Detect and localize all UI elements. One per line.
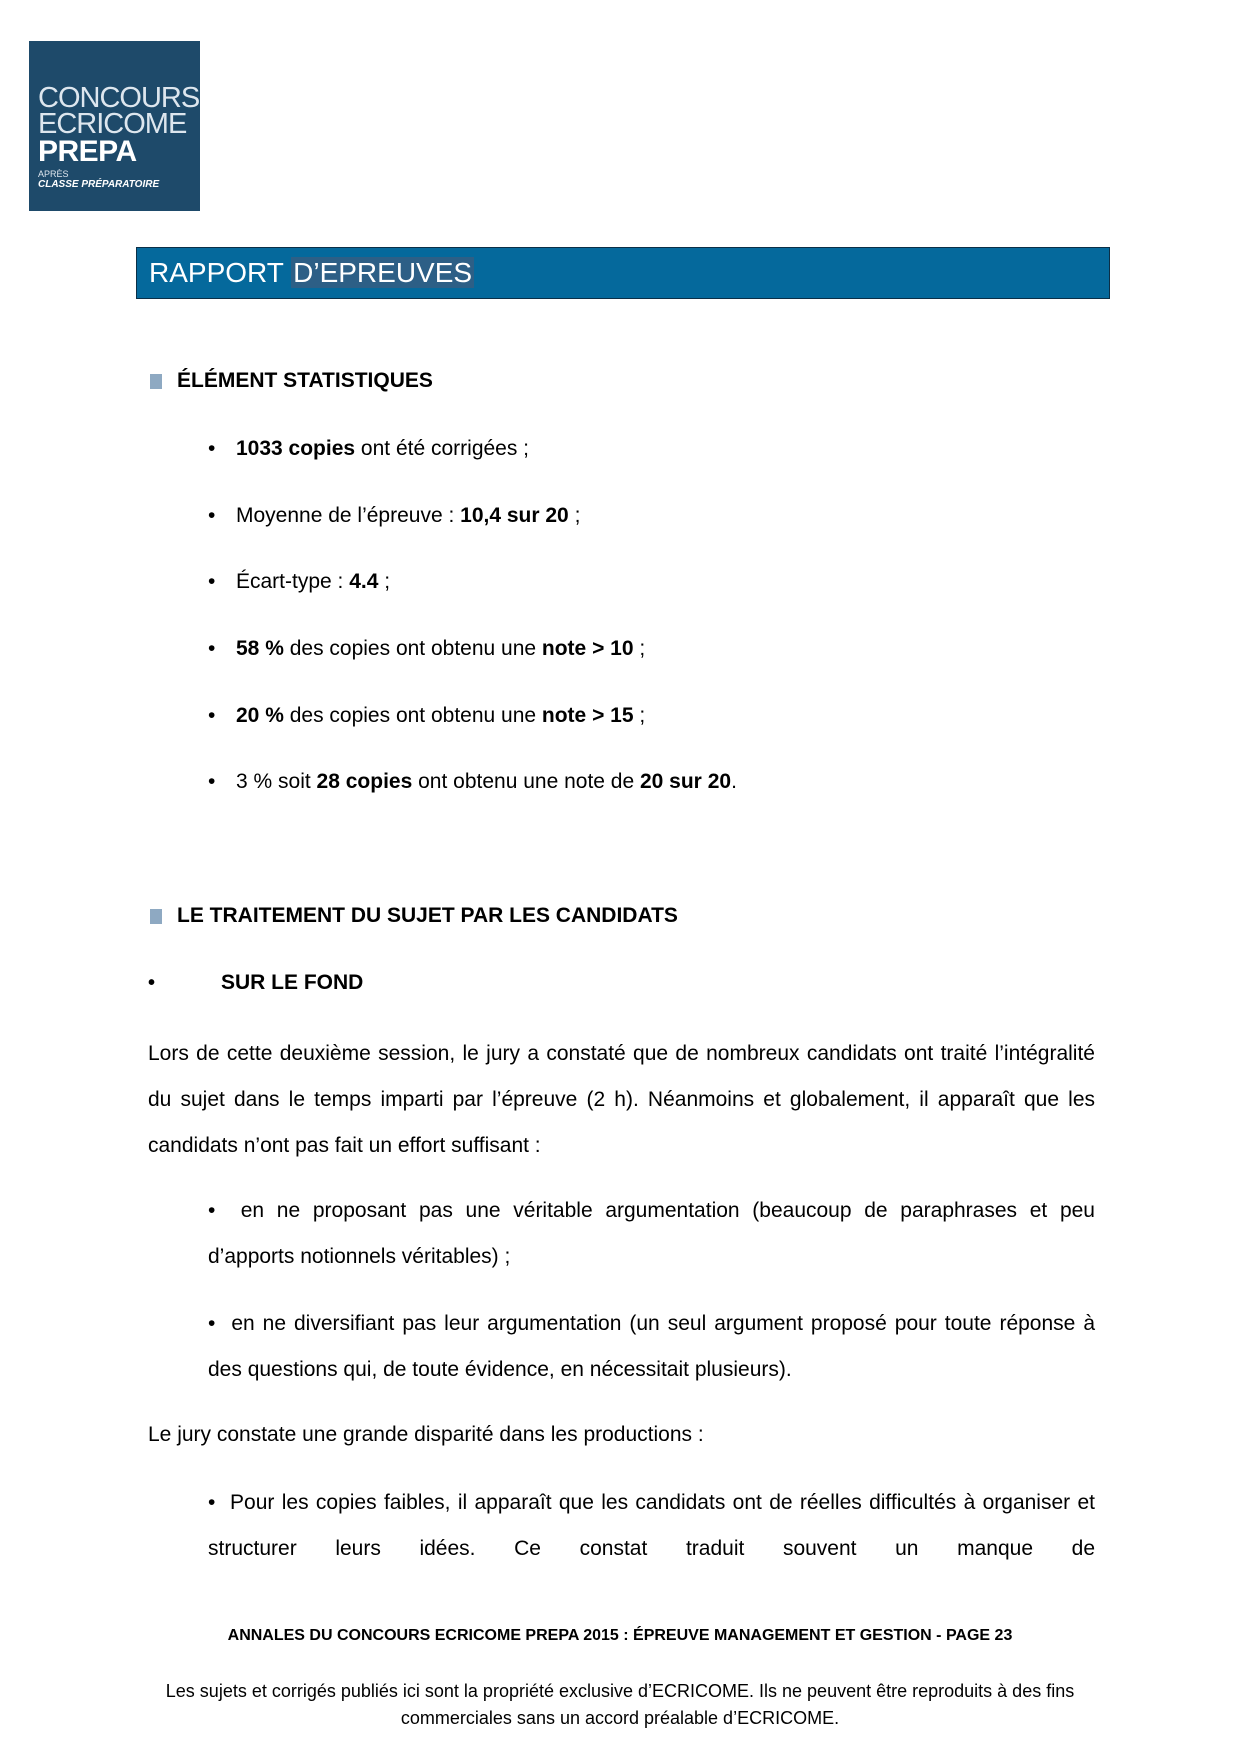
title-part-epreuves: D’EPREUVES bbox=[293, 257, 473, 288]
stat-value: note > 10 bbox=[541, 637, 634, 660]
section-square-icon bbox=[150, 909, 162, 924]
bullet-dot: • bbox=[208, 770, 216, 793]
sub-bullet-dot: • bbox=[148, 972, 156, 994]
logo-line-prepa: PREPA bbox=[38, 135, 137, 168]
stat-value: 10,4 sur 20 bbox=[460, 504, 569, 527]
stat-value: 20 % bbox=[236, 704, 284, 727]
bullet-dot: • bbox=[208, 570, 216, 593]
stat-text: Moyenne de l’épreuve : bbox=[236, 504, 461, 527]
stat-text: ; bbox=[633, 637, 646, 660]
list-item-text: en ne diversifiant pas leur argumentation (un seul argument proposé pour toute réponse à des questions qui, de toute évidence, en nécessitait plusieurs). bbox=[208, 1312, 1095, 1381]
title-band bbox=[136, 247, 1110, 299]
bullet-dot: • bbox=[208, 704, 216, 727]
stat-text: . bbox=[731, 770, 737, 793]
ecricome-logo bbox=[29, 41, 200, 211]
sub-heading-fond: SUR LE FOND bbox=[221, 971, 364, 994]
bullet-dot: • bbox=[208, 504, 216, 527]
list-item bbox=[208, 1301, 1095, 1393]
stat-value: note > 15 bbox=[541, 704, 634, 727]
footer-page-info: ANNALES DU CONCOURS ECRICOME PREPA 2015 : ÉPREUVE MANAGEMENT ET GESTION - PAGE 23 bbox=[227, 1627, 1013, 1644]
stat-value: 4.4 bbox=[349, 570, 379, 593]
list-item-text: en ne proposant pas une véritable argumentation (beaucoup de paraphrases et peu d’apports notionnels véritables) ; bbox=[208, 1199, 1095, 1268]
stat-value: 20 sur 20 bbox=[639, 770, 732, 793]
bullet-dot: • bbox=[208, 1312, 232, 1335]
title-part-rapport: RAPPORT bbox=[149, 257, 284, 288]
section-heading-stats: ÉLÉMENT STATISTIQUES bbox=[177, 369, 433, 392]
logo-line-ecricome: ECRICOME bbox=[38, 108, 187, 140]
stat-text: ; bbox=[378, 570, 391, 593]
bullet-dot: • bbox=[208, 1199, 241, 1222]
stat-text: ; bbox=[633, 704, 646, 727]
list-item-text: Pour les copies faibles, il apparaît que les candidats ont de réelles difficultés à organiser et structurer leurs idées. Ce constat traduit souvent un manque de bbox=[208, 1491, 1095, 1560]
logo-line-classe: CLASSE PRÉPARATOIRE bbox=[38, 179, 160, 190]
section-heading-treatment: LE TRAITEMENT DU SUJET PAR LES CANDIDATS bbox=[177, 904, 678, 927]
stat-value: 58 % bbox=[236, 637, 284, 660]
stat-text: ont été corrigées ; bbox=[355, 437, 530, 460]
page-title bbox=[149, 257, 474, 289]
stat-text: Écart-type : bbox=[236, 570, 350, 593]
paragraph: Le jury constate une grande disparité dans les productions : bbox=[148, 1423, 704, 1446]
stat-value: 1033 copies bbox=[236, 437, 356, 460]
section-square-icon bbox=[150, 374, 162, 389]
bullet-dot: • bbox=[208, 637, 216, 660]
stat-text: ; bbox=[568, 504, 581, 527]
bullet-dot: • bbox=[208, 1491, 231, 1514]
stat-value: 28 copies bbox=[316, 770, 413, 793]
list-item bbox=[208, 1188, 1095, 1280]
logo-line-apres: APRÈS bbox=[38, 169, 69, 179]
paragraph: Lors de cette deuxième session, le jury a constaté que de nombreux candidats ont traité l’intégralité du sujet dans le temps imparti par l’épreuve (2 h). Néanmoins et globalement, il apparaît que les candidats n’ont pas fait un effort suffisant : bbox=[148, 1042, 1095, 1157]
logo-line-concours: CONCOURS bbox=[38, 82, 200, 114]
list-item bbox=[208, 1480, 1095, 1572]
stat-text: des copies ont obtenu une bbox=[283, 637, 542, 660]
bullet-dot: • bbox=[208, 437, 216, 460]
footer-copyright: Les sujets et corrigés publiés ici sont la propriété exclusive d’ECRICOME. Ils ne peuvent être reproduits à des fins commerciales sans un accord préalable d’ECRICOME. bbox=[165, 1681, 1075, 1728]
stat-text: ont obtenu une note de bbox=[412, 770, 640, 793]
stat-text: 3 % soit bbox=[236, 770, 317, 793]
stat-text: des copies ont obtenu une bbox=[283, 704, 542, 727]
